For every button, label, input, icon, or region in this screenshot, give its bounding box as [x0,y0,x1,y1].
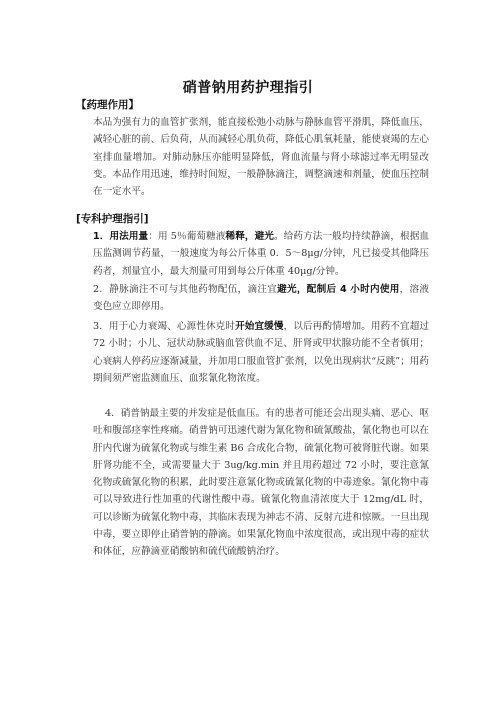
nursing-item-4: 4．硝普钠最主要的并发症是低血压。有的患者可能还会出现头痛、恶心、呕吐和腹部痉挛性疼痛。硝普钠可迅速代谢为氰化物和硫氰酸盐，氰化物也可以在肝内代谢为硫氰化物或与维生素 B6 合成化合物，硫氰化物可被肾脏代谢。如果肝肾功能不全，或需要量大于 3ug/kg.min 并且用药超过 72 小时，要注意氰化物或硫氰化物的积累，此时要注意氰化物或硫氰化物的中毒迹象。氰化物中毒可以导致进行性加重的代谢性酸中毒。硫氰化物血清浓度大于 12mg/dL 时，可以诊断为硫氰化物中毒，其临床表现为神志不清、反射亢进和惊厥。一旦出现中毒，要立即停止硝普钠的静滴。如果氰化物血中浓度很高，或出现中毒的症状和体征，应静滴亚硝酸钠和硫代硫酸钠治疗。 [93,408,429,558]
item-1-text-b: 。给药方法一般均持续静滴，根据血压监测调节药量，一般速度为每公斤体重 0．5～8μg/分钟，凡已接受其他降压药者，剂量宜小，最大剂量可用到每公斤体重 40μg/分钟。 [93,231,430,277]
item-2-text-a: 2．静脉滴注不可与其他药物配伍，滴注宜 [93,284,278,295]
document-title: 硝普钠用药护理指引 [182,80,314,96]
item-3-bold: 开始宜缓慢 [235,321,284,332]
pharmacology-paragraph: 本品为强有力的血管扩张剂，能直接松弛小动脉与静脉血管平滑肌，降低血压，减轻心脏的前、后负荷，从而减轻心肌负荷，降低心肌氧耗量，能使衰竭的左心室排血量增加。对肺动脉压亦能明显降低，肾血流量与肾小球滤过率无明显改变。本品作用迅速，维持时间短，一般静脉滴注，调整滴速和剂量，使血压控制在一定水平。 [93,117,429,198]
item-3-text-b: ，以后再酌情增加。用药不宜超过 72 小时；小儿、冠状动脉或脑血管供血不足、肝肾或甲状腺功能不全者慎用；心衰病人停药应逐渐减量，并加用口服血管扩张剂，以免出现病状“反跳”；用药期间须严密监测血压、血浆氰化物浓度。 [93,321,430,384]
section-heading-nursing-guide: [专科护理指引] [76,213,149,225]
item-1-lead: 1．用法用量 [93,231,149,242]
nursing-item-2 [93,281,429,316]
item-2-text-b: ，溶液变色应立即停用。 [93,284,429,313]
section-heading-pharmacology: 【药理作用】 [76,99,139,111]
item-1-bold: 稀释，避光 [225,231,274,242]
item-3-text-a: 3．用于心力衰竭、心源性休克时 [93,321,236,332]
nursing-item-1 [93,228,429,280]
item-2-bold: 避光，配制后 4 小时内使用 [277,284,400,295]
nursing-item-3 [93,318,429,387]
item-1-text-a: ：用 5％葡萄糖液 [148,231,226,242]
